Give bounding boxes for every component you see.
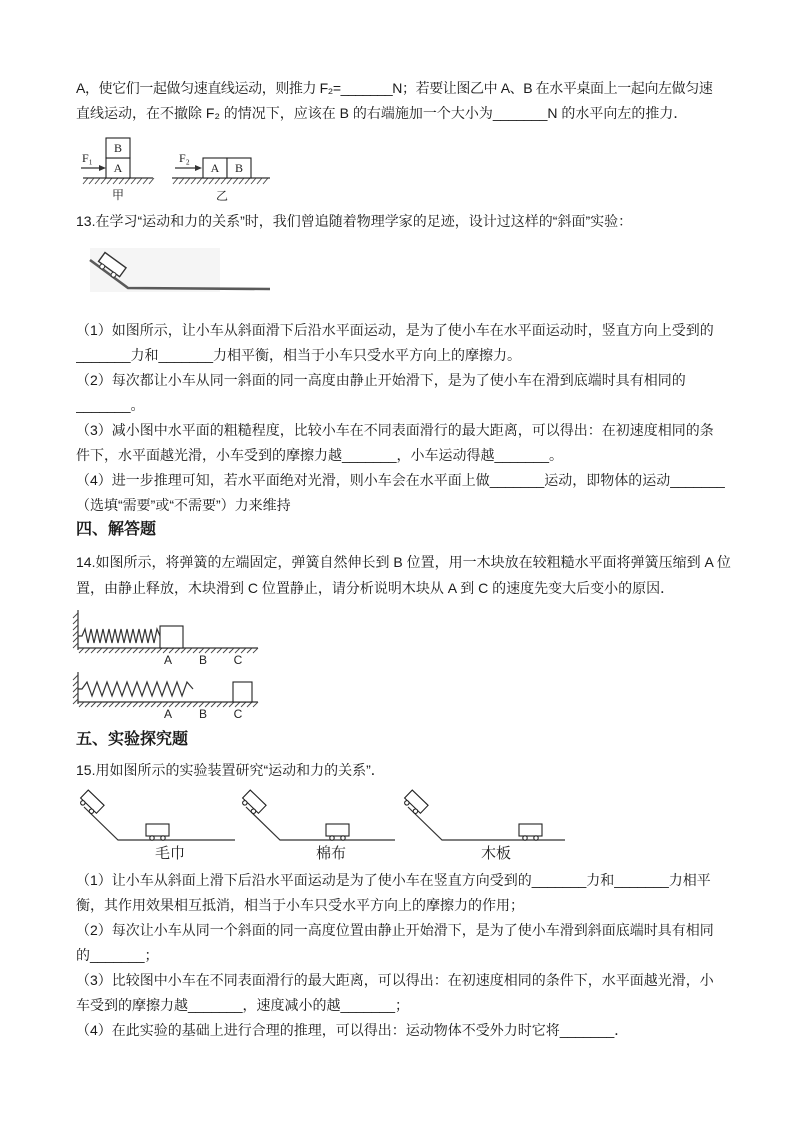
bottom-label-c: C	[233, 707, 243, 721]
q13-part4-line2: （选填“需要”或“不需要”）力来维持	[76, 497, 291, 513]
q13-stem: 13.在学习“运动和力的关系”时，我们曾追随着物理学家的足迹，设计过这样的“斜面”实验：	[76, 213, 633, 229]
board-floor-cart-wheel	[523, 836, 527, 840]
cotton-floor-cart-body	[326, 824, 349, 836]
q15-part2-line2: 的_______；	[76, 947, 159, 963]
jia-block-a-label: A	[113, 161, 123, 175]
bottom-label-a: A	[163, 707, 173, 721]
force-f1-label: F₁	[82, 151, 93, 165]
bottom-wall-hatching	[73, 675, 78, 704]
surface-label-board: 木板	[480, 845, 512, 862]
q15-part2-line1: （2）每次让小车从同一个斜面的同一高度位置由静止开始滑下，是为了使小车滑到斜面底端时具有相同	[76, 922, 714, 938]
q15-stem: 15.用如图所示的实验装置研究“运动和力的关系”．	[76, 762, 385, 778]
top-label-a: A	[163, 653, 173, 667]
top-label-c: C	[233, 653, 243, 667]
top-wall-hatching	[73, 613, 78, 648]
cotton-floor-cart-wheel	[341, 836, 345, 840]
board-floor-cart-wheel	[534, 836, 538, 840]
top-spring-compressed	[78, 629, 160, 643]
surface-label-towel: 毛巾	[154, 845, 186, 862]
bottom-wood-block	[233, 682, 252, 702]
q12-text-line-2: 直线运动，在不撤除 F₂ 的情况下，应该在 B 的右端施加一个大小为_______N 的水平向左的推力．	[76, 105, 688, 121]
q13-part3-line2: 件下，水平面越光滑，小车受到的摩擦力越_______，小车运动得越_______。	[76, 447, 564, 463]
q14-line1: 14.如图所示，将弹簧的左端固定，弹簧自然伸长到 B 位置，用一木块放在较粗糙水平面将弹簧压缩到 A 位	[76, 554, 731, 570]
section-5-heading: 五、实验探究题	[76, 731, 189, 748]
q12-text-line-1: A，使它们一起做匀速直线运动，则推力 F₂=_______N；若要让图乙中 A、B 在水平桌面上一起向左做匀速	[76, 80, 713, 96]
top-wood-block	[160, 626, 183, 648]
yi-ground-hatching	[173, 178, 268, 184]
q15-part3-line2: 车受到的摩擦力越_______，速度减小的越_______；	[76, 997, 410, 1013]
section-4-heading: 四、解答题	[76, 521, 157, 538]
q15-part4-line1: （4）在此实验的基础上进行合理的推理，可以得出：运动物体不受外力时它将_______．	[76, 1022, 629, 1038]
board-floor-cart-body	[519, 824, 542, 836]
cotton-incline-and-floor	[246, 807, 395, 840]
cotton-floor-cart-wheel	[330, 836, 334, 840]
board-incline-cart	[402, 790, 428, 816]
q14-line2: 置，由静止释放，木块滑到 C 位置静止，请分析说明木块从 A 到 C 的速度先变大后变小的原因．	[76, 580, 675, 596]
force-f2-arrow-head	[195, 165, 202, 171]
q15-part1-line2: 衡，其作用效果相互抵消，相当于小车只受水平方向上的摩擦力的作用；	[76, 897, 524, 913]
caption-jia: 甲	[111, 188, 125, 202]
q14-spring-figure	[72, 605, 267, 721]
q13-part2-line2: _______。	[76, 397, 145, 413]
towel-incline-cart	[78, 790, 104, 816]
bottom-label-b: B	[198, 707, 208, 721]
q13-part4-line1: （4）进一步推理可知，若水平面绝对光滑，则小车会在水平面上做_______运动，即物体的运动_______	[76, 472, 725, 488]
caption-yi: 乙	[215, 189, 229, 203]
q13-part2-line1: （2）每次都让小车从同一斜面的同一高度由静止开始滑下，是为了使小车在滑到底端时具有相同的	[76, 372, 686, 388]
force-f2-label: F₂	[179, 151, 190, 165]
cotton-incline-cart	[240, 790, 266, 816]
q13-part1-line1: （1）如图所示，让小车从斜面滑下后沿水平面运动，是为了使小车在水平面运动时，竖直方向上受到的	[76, 322, 714, 338]
force-f1-arrow-head	[99, 165, 106, 171]
top-label-b: B	[198, 653, 208, 667]
jia-ground-hatching	[83, 178, 154, 184]
surface-label-cotton: 棉布	[315, 845, 347, 862]
q15-three-surfaces-figure	[72, 785, 572, 865]
towel-floor-cart-wheel	[161, 836, 165, 840]
jia-block-b-label: B	[113, 141, 123, 155]
yi-block-b-label: B	[234, 161, 244, 175]
q13-part1-line2: _______力和_______力相平衡，相当于小车只受水平方向上的摩擦力。	[76, 347, 522, 363]
q15-part3-line1: （3）比较图中小车在不同表面滑行的最大距离，可以得出：在初速度相同的条件下，水平面越光滑，小	[76, 972, 714, 988]
blocks-figure	[78, 132, 278, 204]
q15-part1-line1: （1）让小车从斜面上滑下后沿水平面运动是为了使小车在竖直方向受到的_______力和_______力相平	[76, 872, 711, 888]
q13-incline-figure	[88, 244, 273, 294]
towel-floor-cart-body	[146, 824, 169, 836]
yi-block-a-label: A	[210, 161, 220, 175]
q13-part3-line1: （3）减小图中水平面的粗糙程度，比较小车在不同表面滑行的最大距离，可以得出：在初速度相同的条	[76, 422, 714, 438]
bottom-spring-natural-length	[78, 682, 193, 696]
towel-floor-cart-wheel	[150, 836, 154, 840]
